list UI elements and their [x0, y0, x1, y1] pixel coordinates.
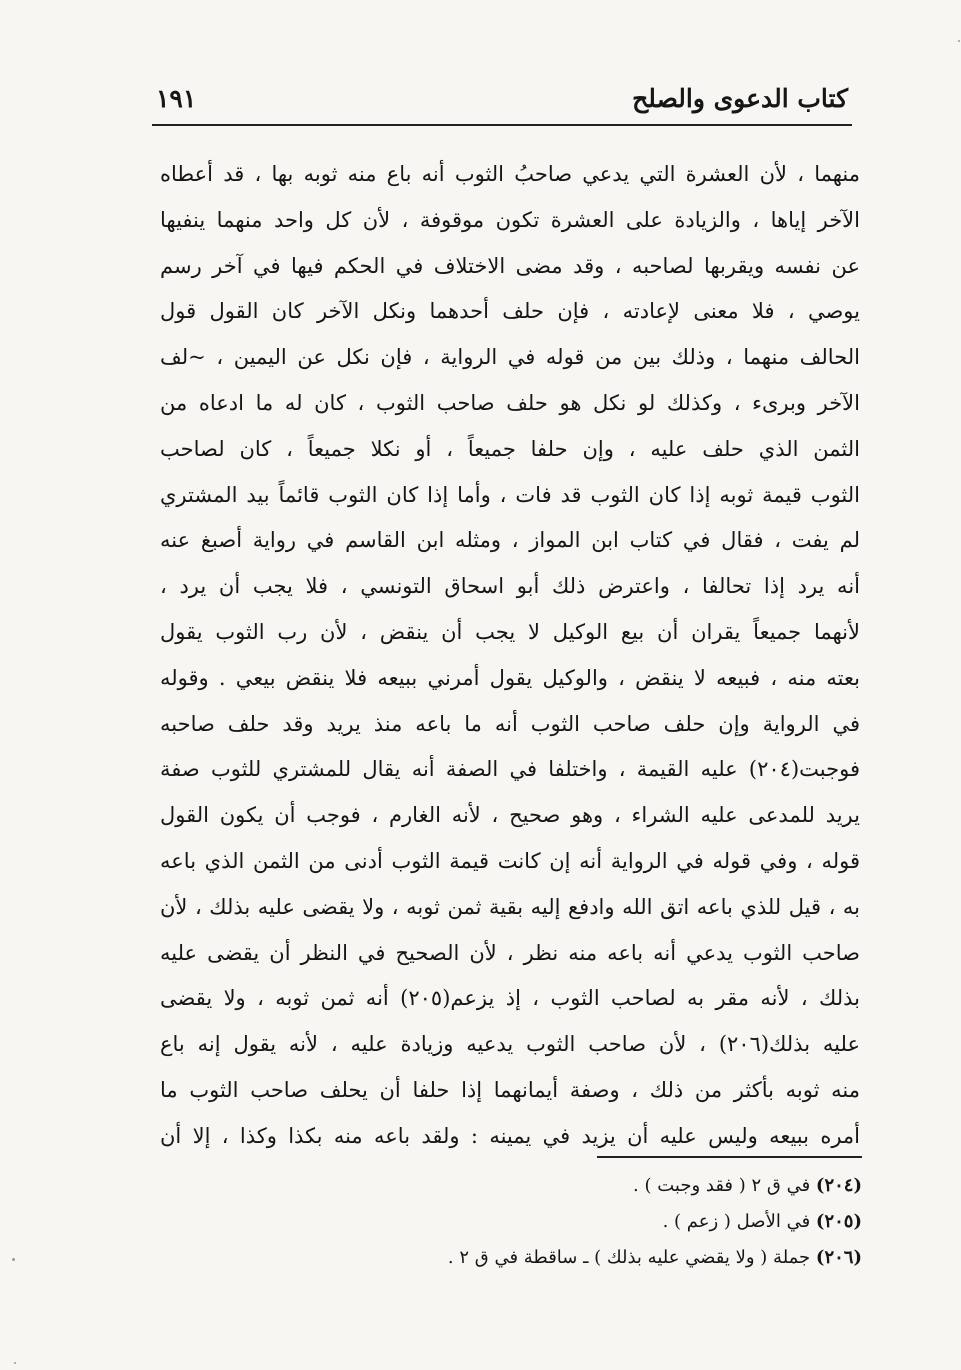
text-line: الآخر وبرىء ، وكذلك لو نكل هو حلف صاحب الثوب ، كان له ما ادعاه من — [160, 390, 860, 415]
text-line: أنه يرد إذا تحالفا ، واعترض ذلك أبو اسحاق التونسي ، فلا يجب أن يرد ، — [160, 574, 860, 599]
footnote-number: (٢٠٥) — [815, 1211, 862, 1232]
text-line: أمره ببيعه وليس عليه أن يزيد في يمينه : ولقد باعه منه بكذا وكذا ، إلا أن — [160, 1123, 860, 1148]
text-line: عليه بذلك(٢٠٦) ، لأن صاحب الثوب يدعيه وزيادة عليه ، لأنه يقول إنه باع — [160, 1032, 860, 1057]
footnote — [300, 1168, 862, 1204]
text-line: الثوب قيمة ثوبه إذا كان الثوب قد فات ، وأما إذا كان الثوب قائماً بيد المشتري — [160, 482, 860, 507]
footnotes — [300, 1168, 862, 1276]
text-line: لأنهما جميعاً يقران أن بيع الوكيل لا يجب أن ينقض ، لأن رب الثوب يقول — [160, 619, 860, 644]
text-line: فوجبت(٢٠٤) عليه القيمة ، واختلفا في الصفة أنه يقال للمشتري للثوب صفة — [160, 757, 860, 782]
text-line: الثمن الذي حلف عليه ، وإن حلفا جميعاً ، أو نكلا جميعاً ، كان لصاحب — [160, 436, 860, 461]
text-line: في الرواية وإن حلف صاحب الثوب أنه ما باعه منذ يريد وقد حلف صاحبه — [160, 711, 860, 736]
footnote-text: في ق ٢ ( فقد وجبت ) . — [633, 1175, 816, 1196]
text-line: الآخر إياها ، والزيادة على العشرة تكون موقوفة ، لأن كل واحد منهما ينفيها — [160, 207, 860, 232]
scan-speck — [12, 1258, 15, 1261]
text-line: لم يفت ، فقال في كتاب ابن المواز ، ومثله ابن القاسم في رواية أصبغ عنه — [160, 528, 860, 553]
text-line: يريد للمدعى عليه الشراء ، وهو صحيح ، لأنه الغارم ، فوجب أن يكون القول — [160, 803, 860, 828]
text-line: عن نفسه ويقربها لصاحبه ، وقد مضى الاختلاف في الحكم فيها في آخر رسم — [160, 253, 860, 278]
text-line: منه ثوبه بأكثر من ذلك ، وصفة أيمانهما إذا حلفا أن يحلف صاحب الثوب ما — [160, 1077, 860, 1102]
text-line: قوله ، وفي قوله في الرواية أنه إن كانت قيمة الثوب أدنى من الثمن الذي باعه — [160, 848, 860, 873]
chapter-title: كتاب الدعوى والصلح — [632, 84, 848, 113]
running-header — [152, 84, 848, 124]
page-number: ١٩١ — [156, 84, 197, 113]
text-line: بذلك ، لأنه مقر به لصاحب الثوب ، إذ يزعم(٢٠٥) أنه ثمن ثوبه ، ولا يقضى — [160, 986, 860, 1011]
scan-speck — [958, 40, 960, 42]
footnote — [300, 1204, 862, 1240]
main-text — [160, 152, 860, 1160]
footnote-text: في الأصل ( زعم ) . — [662, 1211, 816, 1232]
footnote-text: جملة ( ولا يقضي عليه بذلك ) ـ ساقطة في ق ٢ . — [447, 1247, 816, 1268]
footnote-number: (٢٠٤) — [815, 1175, 862, 1196]
footnote-rule — [597, 1156, 862, 1158]
text-line: منهما ، لأن العشرة التي يدعي صاحبُ الثوب أنه باع منه ثوبه بها ، قد أعطاه — [160, 162, 860, 186]
text-line: صاحب الثوب يدعي أنه باعه منه نظر ، لأن الصحيح في النظر أن يقضى عليه — [160, 940, 860, 965]
text-line: يوصي ، فلا معنى لإعادته ، فإن حلف أحدهما ونكل الآخر كان القول قول — [160, 299, 860, 324]
text-line: بعته منه ، فبيعه لا ينقض ، والوكيل يقول أمرني ببيعه فلا ينقض بيعي . وقوله — [160, 665, 860, 690]
text-line: الحالف منهما ، وذلك بين من قوله في الرواية ، فإن نكل عن اليمين ، ~لف — [160, 345, 860, 370]
header-rule — [152, 124, 852, 126]
footnote-number: (٢٠٦) — [815, 1247, 862, 1268]
text-line: به ، قيل للذي باعه اتق الله وادفع إليه بقية ثمن ثوبه ، ولا يقضى عليه بذلك ، لأن — [160, 894, 860, 919]
scan-speck — [14, 1362, 16, 1364]
footnote — [300, 1240, 862, 1276]
